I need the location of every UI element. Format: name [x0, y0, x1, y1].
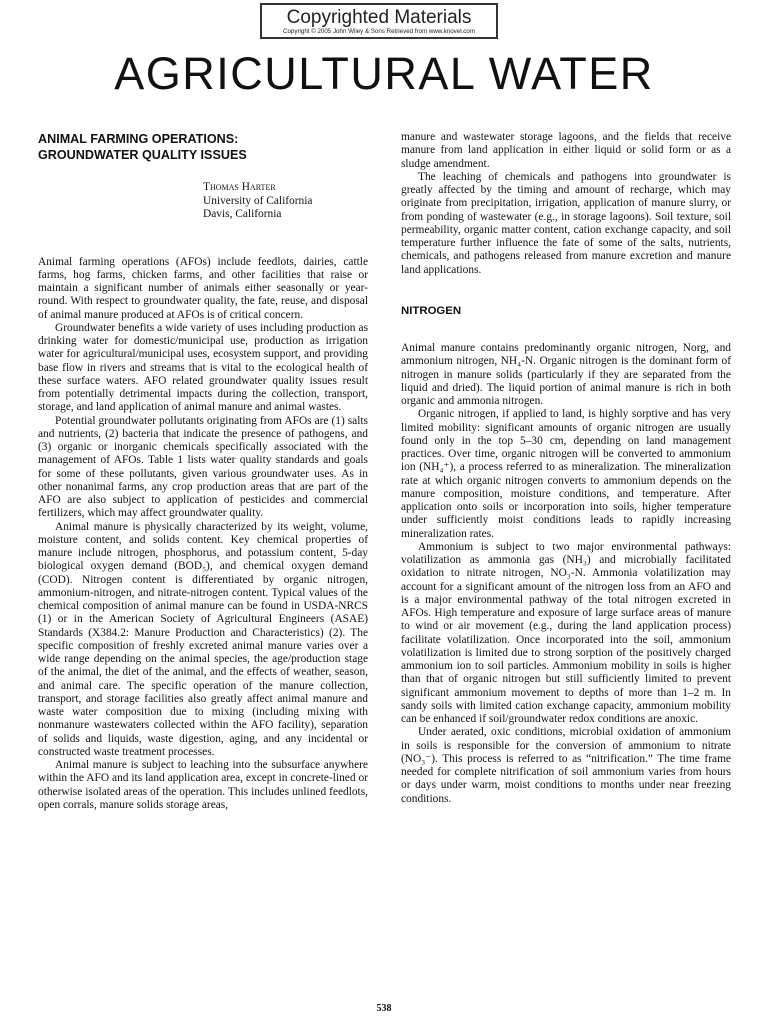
- right-column: [401, 131, 731, 806]
- author-location: Davis, California: [203, 208, 282, 220]
- paragraph: The leaching of chemicals and pathogens into groundwater is greatly affected by the timing and amount of recharge, which may originate from precipitation, irrigation, application of manure slurry, or from ponding of wastewater (e.g., in storage lagoons). Soil texture, soil permeability, organic matter content, cation exchange capacity, and soil temperature further influence the fate of some of the salts, nutrients, chemicals, and pathogens released from manure excretion and manure land applications.: [401, 170, 731, 276]
- paragraph: Animal manure is subject to leaching into the subsurface anywhere within the AFO and its land application area, except in concrete-lined or otherwise isolated areas of the operation. This includes unlined feedlots, open corrals, manure solids storage areas,: [38, 759, 368, 811]
- page-number: 538: [376, 1003, 392, 1014]
- paragraph: Under aerated, oxic conditions, microbial oxidation of ammonium in soils is responsible for the conversion of ammonium to nitrate (NO₃⁻). This process is referred to as “nitrification.” The time frame needed for complete nitrification of soil ammonium varies from hours or days under warm, moist conditions to months under near freezing conditions.: [401, 726, 731, 805]
- author-name: Thomas Harter: [203, 181, 276, 193]
- paragraph: manure and wastewater storage lagoons, and the fields that receive manure from land application in either liquid or solid form or as a sludge amendment.: [401, 131, 731, 170]
- running-head: AGRICULTURAL WATER: [114, 48, 654, 99]
- paragraph: Animal manure contains predominantly organic nitrogen, Norg, and ammonium nitrogen, NH₄-N. Organic nitrogen is the dominant form of nitrogen in manure solids (particularly if they are separated from the liquid and dried). The liquid portion of animal manure is rich in both organic and ammonia nitrogen.: [401, 342, 731, 407]
- stamp-notice: Copyright © 2005 John Wiley & Sons Retrieved from www.knovel.com: [283, 28, 475, 35]
- article-title: [38, 131, 368, 163]
- paragraph: Potential groundwater pollutants originating from AFOs are (1) salts and nutrients, (2) bacteria that indicate the presence of pathogens, and (3) organic or inorganic chemicals specifically associated with the management of AFOs. Table 1 lists water quality standards and goals for some of these pollutants, given various groundwater uses. As in other nonanimal farms, any crop production areas that are part of the AFO are also subject to application of pesticides and commercial fertilizers, which may affect groundwater quality.: [38, 414, 368, 520]
- article-title-line-2: GROUNDWATER QUALITY ISSUES: [38, 148, 247, 162]
- paragraph: Ammonium is subject to two major environmental pathways: volatilization as ammonia gas (NH₃) and microbially facilitated oxidation to nitrate nitrogen, NO₃-N. Ammonia volatilization may account for a significant amount of the nitrogen loss from an AFO and is a major environmental pathway of the total nitrogen excreted in AFOs. High temperature and exposure of large surface areas of manure to wind or air movement (e.g., during the land application process) facilitate volatilization. Once incorporated into the soil, ammonium volatilization is limited due to strong sorption of the positively charged ammonium ion to soil particles. Ammonium mobility in soils is higher than that of organic nitrogen but still sufficiently limited to prevent significant ammonium movement to depths of more than 1–2 m. In sandy soils with limited cation exchange capacity, ammonium mobility can be enhanced if soil/groundwater redox conditions are anoxic.: [401, 540, 731, 725]
- author-block: [203, 181, 368, 222]
- left-column: [38, 131, 368, 812]
- author-affiliation: University of California: [203, 194, 313, 207]
- paragraph: Organic nitrogen, if applied to land, is highly sorptive and has very limited mobility: significant amounts of organic nitrogen are usually found only in the top 5–30 cm, depending on land management practices. Over time, organic nitrogen will be converted to ammonium ion (NH₄⁺), a process referred to as mineralization. The mineralization rate at which organic nitrogen converts to ammonium depends on the manure composition, moisture conditions, and temperature. After application onto soils or incorporation into soils, higher temperature under sufficiently moist conditions leads to rapidly increasing mineralization rates.: [401, 408, 731, 540]
- paragraph: Animal manure is physically characterized by its weight, volume, moisture content, and solids content. Key chemical properties of manure include nitrogen, phosphorus, and potassium content, 5-day biological oxygen demand (BOD₅), and chemical oxygen demand (COD). Nitrogen content is differentiated by organic nitrogen, ammonium-nitrogen, and nitrate-nitrogen content. Typical values of the chemical composition of animal manure can be found in USDA-NRCS (1) or in the American Society of Agricultural Engineers (ASAE) Standards (X384.2: Manure Production and Characteristics) (2). The specific composition of freshly excreted animal manure varies over a wide range depending on the animal species, the age/production stage of the animal, the diet of the animal, and the effects of weather, season, and animal care. The specific operation of the manure collection, transport, and storage facilities also greatly affect animal manure and waste water composition due to mixing (including mixing with nonmanure wastewaters collected within the AFO facility), separation of solids and liquids, waste digestion, aging, and any incidental or constructed waste treatment processes.: [38, 520, 368, 758]
- paragraph: Groundwater benefits a wide variety of uses including production as drinking water for domestic/municipal use, production as irrigation water for agricultural/municipal uses, ecosystem support, and providing base flow in rivers and streams that is vital to the ecological health of these surface waters. AFO related groundwater quality issues result from potentially detrimental impacts during the collection, transport, storage, and land application of animal manure and animal wastes.: [38, 321, 368, 414]
- copyright-stamp: [260, 3, 498, 39]
- article-title-line-1: ANIMAL FARMING OPERATIONS:: [38, 132, 239, 146]
- paragraph: Animal farming operations (AFOs) include feedlots, dairies, cattle farms, hog farms, chicken farms, and other facilities that raise or maintain a significant number of animals either seasonally or year-round. With respect to groundwater quality, the fate, reuse, and disposal of animal manure produced at AFOs is of critical concern.: [38, 255, 368, 321]
- section-heading: NITROGEN: [401, 304, 462, 317]
- stamp-title: Copyrighted Materials: [286, 7, 472, 28]
